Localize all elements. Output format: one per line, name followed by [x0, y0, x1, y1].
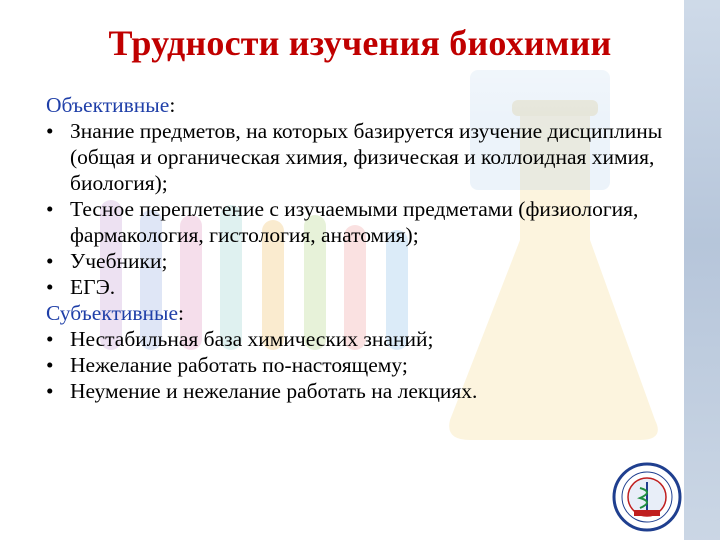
objective-item: • ЕГЭ.: [46, 274, 686, 300]
subjective-heading-text: Субъективные: [46, 301, 179, 325]
subjective-item: • Нежелание работать по-настоящему;: [46, 352, 686, 378]
objective-heading-colon: :: [169, 93, 176, 117]
decorative-side-strip: [684, 0, 720, 540]
objective-item: • Тесное переплетение с изучаемыми предметами (физиология, фармакология, гистология, анатомия);: [46, 196, 686, 248]
university-emblem-logo: [604, 462, 690, 532]
subjective-list: [46, 326, 686, 404]
objective-heading: [46, 92, 686, 118]
objective-item: • Учебники;: [46, 248, 686, 274]
subjective-item: • Неумение и нежелание работать на лекциях.: [46, 378, 686, 404]
slide-title: Трудности изучения биохимии: [108, 23, 612, 63]
slide-content: [46, 92, 686, 404]
subjective-heading: [46, 300, 686, 326]
objective-heading-text: Объективные: [46, 93, 170, 117]
subjective-item: • Нестабильная база химических знаний;: [46, 326, 686, 352]
objective-list: [46, 118, 686, 300]
objective-item: • Знание предметов, на которых базируется изучение дисциплины (общая и органическая химия, физическая и коллоидная химия, биология);: [46, 118, 686, 196]
subjective-heading-colon: :: [178, 301, 185, 325]
